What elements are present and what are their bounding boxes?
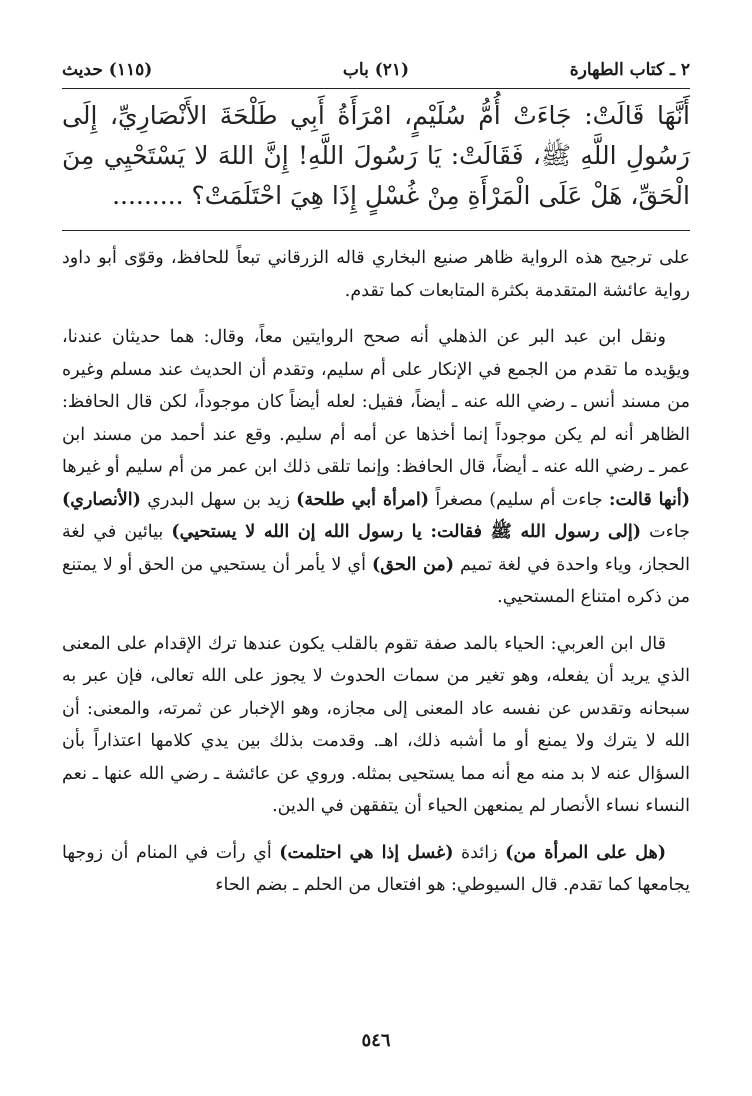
commentary-paragraph-2: ونقل ابن عبد البر عن الذهلي أنه صحح الروايتين معاً، وقال: هما حديثان عندنا، ويؤيده ما تقدم من الجمع في الإنكار على أم سليم، وتقدم أن الحديث عند مسلم وغيره من مسند أنس ـ رضي الله عنه ـ أيضاً، فقيل: لعله أيضاً كان موجوداً، لكن قال الحافظ: الظاهر أنه لم يكن موجوداً إنما أخذها عن أمه أم سليم. وقع عند أحمد من مسند ابن عمر ـ رضي الله عنه ـ أيضاً، قال الحافظ: وإنما تلقى ذلك ابن عمر من أم سليم أو غيرها (أنها قالت: جاءت أم سليم) مصغراً (امرأة أبي طلحة) زيد بن سهل البدري (الأنصاري) جاءت (إلى رسول الله ﷺ فقالت: يا رسول الله إن الله لا يستحيي) بيائين في لغة الحجاز، وياء واحدة في لغة تميم (من الحق) أي لا يأمر أن يستحيي من الحق أو لا يمتنع من ذكره امتناع المستحيي. [62, 327, 690, 607]
quoted-phrase: (هل على المرأة من) [505, 842, 666, 863]
commentary-paragraph-4: (هل على المرأة من) زائدة (غسل إذا هي احتلمت) أي رأت في المنام أن زوجها يجامعها كما تقدم. قال السيوطي: هو افتعال من الحلم ـ بضم الحاء [62, 842, 690, 895]
commentary [62, 242, 690, 916]
hadith-text-block [62, 96, 690, 216]
hadith-text: أَنَّهَا قَالَتْ: جَاءَتْ أُمُّ سُلَيْمٍ، امْرَأَةُ أَبِي طَلْحَةَ الأَنْصَارِيِّ، إِلَى رَسُولِ اللَّهِ ﷺ، فَقَالَتْ: يَا رَسُولَ اللَّهِ! إِنَّ اللهَ لا يَسْتَحْيِي مِنَ الْحَقِّ، هَلْ عَلَى الْمَرْأَةِ مِنْ غُسْلٍ إِذَا هِيَ احْتَلَمَتْ؟ ......... [62, 101, 690, 210]
book-title: ٢ ـ كتاب الطهارة [569, 60, 690, 80]
page-number: ٥٤٦ [361, 1030, 391, 1051]
commentary-paragraph-3: قال ابن العربي: الحياء بالمد صفة تقوم بالقلب يكون عندها ترك الإقدام على المعنى الذي يريد أن يفعله، وهو تغير من سمات الحدوث لا يجوز على الله تعالى، فإن عبر به سبحانه وتقدس عن نفسه عاد المعنى إلى مجازه، وهو الإخبار عن ثمرته، والمعنى: أن الله لا يترك ولا يمنع أو ما أشبه ذلك، اهـ. وقدمت بذلك بين يدي كلامها اعتذاراً بأن السؤال عنه لا بد منه مع أنه مما يستحيى بمثله. وروي عن عائشة ـ رضي الله عنها ـ نعم النساء نساء الأنصار لم يمنعهن الحياء أن يتفقهن في الدين. [62, 633, 690, 816]
hadith-number: (١١٥) حديث [62, 60, 153, 80]
quoted-phrase: (أنها قالت: [609, 489, 690, 510]
quoted-phrase: (الأنصاري) [62, 489, 141, 510]
quoted-phrase: (غسل إذا هي احتلمت) [279, 842, 454, 863]
running-header [62, 56, 690, 84]
quoted-phrase: (من الحق) [372, 554, 454, 575]
chapter-label: (٢١) باب [342, 60, 410, 80]
footnote-separator [62, 230, 690, 231]
quoted-phrase: (امرأة أبي طلحة) [296, 489, 430, 510]
quoted-phrase: (إلى رسول الله ﷺ فقالت: يا رسول الله إن الله لا يستحيي) [171, 522, 642, 542]
header-rule [62, 88, 690, 89]
commentary-paragraph-1: على ترجيح هذه الرواية ظاهر صنيع البخاري قاله الزرقاني تبعاً للحافظ، وقوّى أبو داود رواية عائشة المتقدمة بكثرة المتابعات كما تقدم. [62, 248, 690, 301]
